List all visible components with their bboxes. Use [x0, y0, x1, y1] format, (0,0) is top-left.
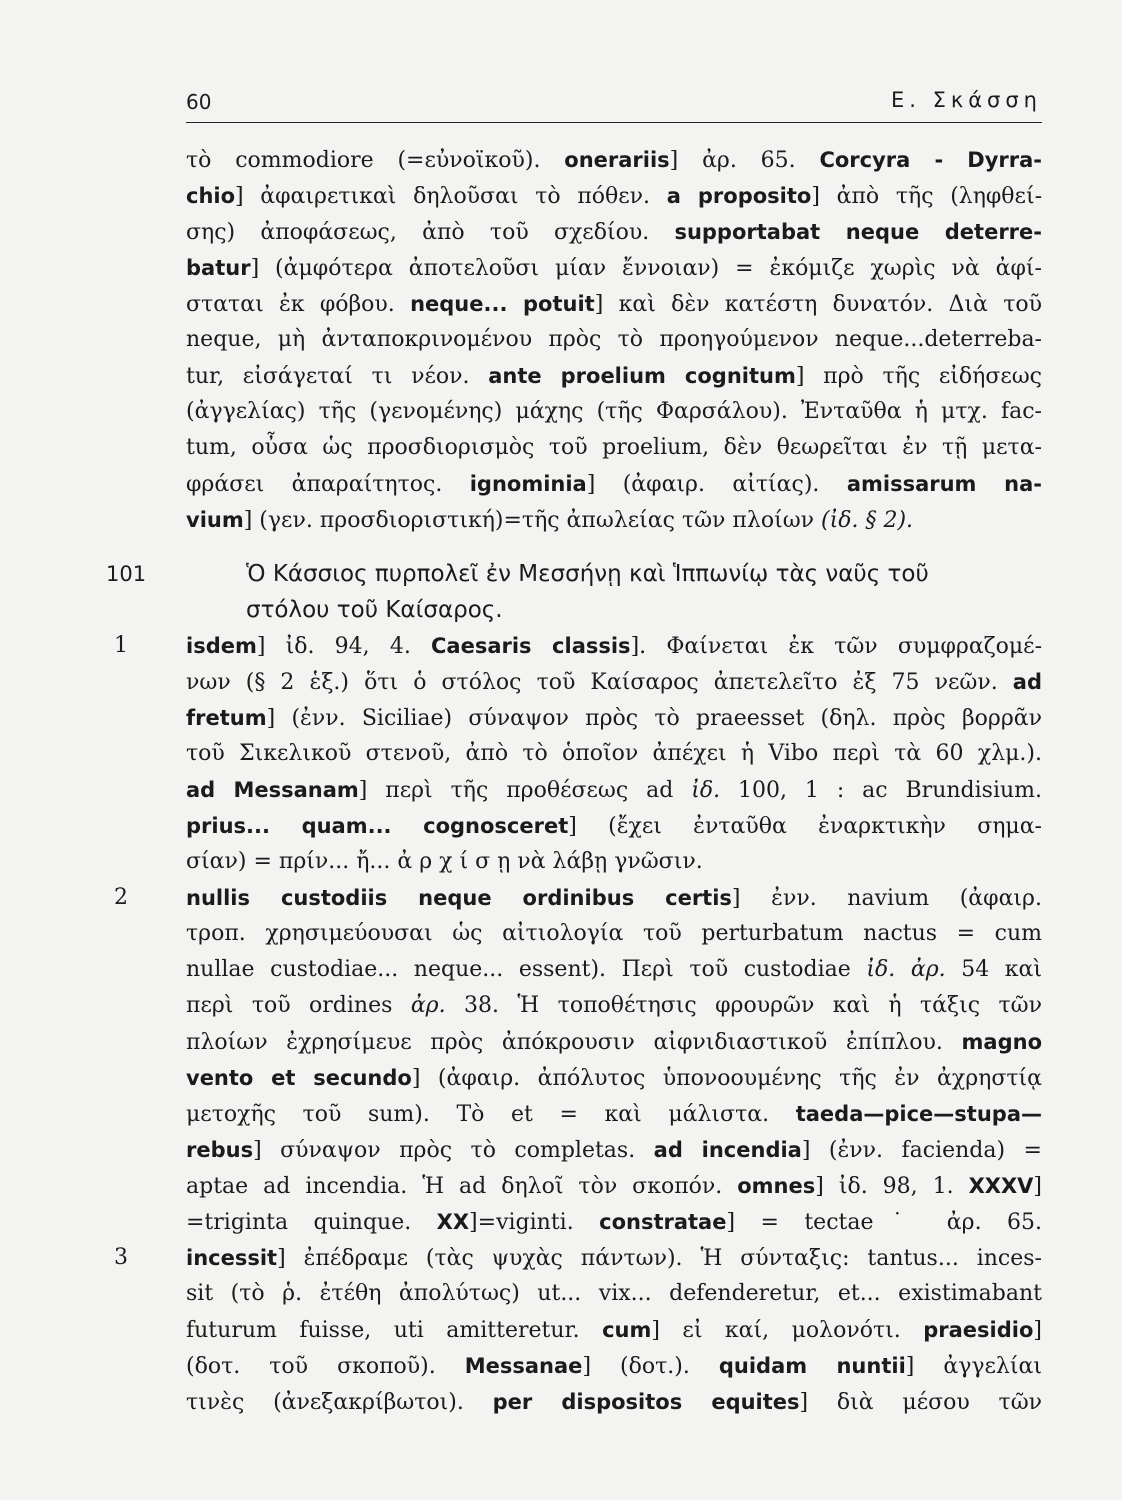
- text-line: fretum] (ἐνν. Siciliae) σύναψον πρὸς τὸ praeesset (δηλ. πρὸς βορρᾶν: [186, 706, 1042, 731]
- lemma: isdem: [186, 634, 257, 658]
- text-line: μετοχῆς τοῦ sum). Τὸ et = καὶ μάλιστα. taeda—pice—stupa—: [186, 1102, 1042, 1127]
- lemma: ad Messanam: [186, 778, 359, 802]
- text-line: tur, εἰσάγεταί τι νέον. ante proelium cognitum] πρὸ τῆς εἰδήσεως: [186, 364, 1043, 389]
- cross-reference: ἰδ.: [691, 778, 721, 803]
- lemma: constratae: [599, 1210, 727, 1234]
- text-line: περὶ τοῦ ordines ἀρ. 38. Ἡ τοποθέτησις φρουρῶν καὶ ἡ τάξις τῶν: [186, 993, 1042, 1018]
- text-line: isdem] ἰδ. 94, 4. Caesaris classis]. Φαίνεται ἐκ τῶν συμφραζομέ-: [186, 634, 1043, 659]
- lemma: XXXV: [968, 1174, 1034, 1198]
- text-line: incessit] ἐπέδραμε (τὰς ψυχὰς πάντων). Ἡ σύνταξις: tantus... inces-: [186, 1246, 1042, 1271]
- lemma: fretum: [186, 706, 267, 730]
- text-line: rebus] σύναψον πρὸς τὸ completas. ad incendia] (ἐνν. facienda) =: [186, 1138, 1042, 1163]
- lemma: batur: [186, 256, 251, 280]
- cross-reference: (ἰδ. § 2).: [821, 508, 914, 533]
- text-line: (δοτ. τοῦ σκοποῦ). Messanae] (δοτ.). quidam nuntii] ἀγγελίαι: [186, 1354, 1042, 1379]
- text-line: σίαν) = πρίν... ἤ... ἀ ρ χ ί σ ῃ νὰ λάβῃ γνῶσιν.: [186, 849, 703, 874]
- lemma: chio: [186, 184, 236, 208]
- lemma: supportabat neque deterre-: [674, 220, 1042, 244]
- lemma: quidam nuntii: [718, 1354, 906, 1378]
- lemma: Caesaris classis: [431, 634, 631, 658]
- text-line: σταται ἐκ φόβου. neque... potuit] καὶ δὲν κατέστη δυνατόν. Διὰ τοῦ: [186, 292, 1042, 317]
- paragraph-number: 2: [114, 885, 128, 910]
- lemma: ad: [1012, 670, 1042, 694]
- lemma: a proposito: [666, 184, 812, 208]
- lemma: Corcyra - Dyrra-: [819, 148, 1042, 172]
- text-line: τὸ commodiore (=εὐνοϊκοῦ). onerariis] ἀρ. 65. Corcyra - Dyrra-: [186, 148, 1042, 173]
- lemma: onerariis: [564, 148, 670, 172]
- lemma: ad incendia: [653, 1138, 802, 1162]
- lemma: per dispositos equites: [492, 1390, 800, 1414]
- lemma: ante proelium cognitum: [488, 364, 796, 388]
- text-line: batur] (ἀμφότερα ἀποτελοῦσι μίαν ἔννοιαν) = ἐκόμιζε χωρὶς νὰ ἀφί-: [186, 256, 1042, 281]
- text-line: chio] ἀφαιρετικαὶ δηλοῦσαι τὸ πόθεν. a proposito] ἀπὸ τῆς (ληφθεί-: [186, 184, 1043, 209]
- lemma: rebus: [186, 1138, 254, 1162]
- text-line: tum, οὖσα ὡς προσδιορισμὸς τοῦ proelium, δὲν θεωρεῖται ἐν τῇ μετα-: [186, 435, 1042, 460]
- text-line: τοῦ Σικελικοῦ στενοῦ, ἀπὸ τὸ ὁποῖον ἀπέχει ἡ Vibo περὶ τὰ 60 χλμ.).: [186, 741, 1042, 766]
- paragraph-number: 1: [114, 633, 128, 658]
- text-line: τροπ. χρησιμεύουσαι ὡς αἰτιολογία τοῦ perturbatum nactus = cum: [186, 921, 1042, 946]
- lemma: amissarum na-: [846, 472, 1042, 496]
- text-line: vium] (γεν. προσδιοριστική)=τῆς ἀπωλείας τῶν πλοίων (ἰδ. § 2).: [186, 508, 914, 533]
- lemma: incessit: [186, 1246, 278, 1270]
- lemma: neque... potuit: [410, 292, 595, 316]
- text-line: vento et secundo] (ἀφαιρ. ἀπόλυτος ὑπονοουμένης τῆς ἐν ἀχρηστίᾳ: [186, 1066, 1042, 1091]
- text-line: ad Messanam] περὶ τῆς προθέσεως ad ἰδ. 100, 1 : ac Brundisium.: [186, 778, 1043, 803]
- text-line: νων (§ 2 ἑξ.) ὅτι ὁ στόλος τοῦ Καίσαρος ἀπετελεῖτο ἐξ 75 νεῶν. ad: [186, 670, 1042, 695]
- paragraph-number: 3: [114, 1245, 128, 1270]
- cross-reference: ἰδ. ἀρ.: [866, 957, 946, 982]
- text-line: πλοίων ἐχρησίμευε πρὸς ἀπόκρουσιν αἰφνιδιαστικοῦ ἐπίπλου. magno: [186, 1030, 1042, 1055]
- running-head: Ε. Σκάσση: [890, 88, 1042, 112]
- section-title-line-1: Ὁ Κάσσιος πυρπολεῖ ἐν Μεσσήνῃ καὶ Ἱππωνίῳ τὰς ναῦς τοῦ: [246, 561, 929, 587]
- text-line: sit (τὸ ῥ. ἐτέθη ἀπολύτως) ut... vix... defenderetur, et... existimabant: [186, 1281, 1042, 1306]
- text-line: futurum fuisse, uti amitteretur. cum] εἰ καί, μολονότι. praesidio]: [186, 1318, 1042, 1343]
- text-line: (ἀγγελίας) τῆς (γενομένης) μάχης (τῆς Φαρσάλου). Ἐνταῦθα ἡ μτχ. fac-: [186, 399, 1042, 424]
- text-line: τινὲς (ἀνεξακρίβωτοι). per dispositos equites] διὰ μέσου τῶν: [186, 1390, 1043, 1415]
- lemma: ignominia: [469, 472, 587, 496]
- text-line: =triginta quinque. XX]=viginti. constratae] = tectae˙ ἀρ. 65.: [186, 1210, 1043, 1235]
- section-number: 101: [106, 562, 147, 586]
- lemma: magno: [961, 1030, 1042, 1054]
- text-line: aptae ad incendia. Ἡ ad δηλοῖ τὸν σκοπόν. omnes] ἰδ. 98, 1. XXXV]: [186, 1174, 1043, 1199]
- lemma: taeda—pice—stupa—: [795, 1102, 1042, 1126]
- lemma: prius... quam... cognosceret: [186, 814, 569, 838]
- page-header: [186, 86, 1042, 123]
- text-line: prius... quam... cognosceret] (ἔχει ἐνταῦθα ἐναρκτικὴν σημα-: [186, 814, 1042, 839]
- text-line: σης) ἀποφάσεως, ἀπὸ τοῦ σχεδίου. supportabat neque deterre-: [186, 220, 1042, 245]
- lemma: Messanae: [464, 1354, 583, 1378]
- section-title-line-2: στόλου τοῦ Καίσαρος.: [246, 597, 503, 623]
- text-line: φράσει ἀπαραίτητος. ignominia] (ἀφαιρ. αἰτίας). amissarum na-: [186, 472, 1042, 497]
- lemma: nullis custodiis neque ordinibus certis: [186, 886, 732, 910]
- lemma: vento et secundo: [186, 1066, 412, 1090]
- lemma: cum: [602, 1318, 652, 1342]
- lemma: omnes: [737, 1174, 816, 1198]
- text-line: nullis custodiis neque ordinibus certis] ἐνν. navium (ἀφαιρ.: [186, 886, 1042, 911]
- text-line: neque, μὴ ἀνταποκρινομένου πρὸς τὸ προηγούμενον neque...deterreba-: [186, 327, 1042, 352]
- page-number: 60: [186, 90, 212, 114]
- cross-reference: ἀρ.: [410, 993, 446, 1018]
- text-line: nullae custodiae... neque... essent). Περὶ τοῦ custodiae ἰδ. ἀρ. 54 καὶ: [186, 957, 1043, 982]
- lemma: XX: [436, 1210, 470, 1234]
- lemma: vium: [186, 508, 244, 532]
- lemma: praesidio: [923, 1318, 1034, 1342]
